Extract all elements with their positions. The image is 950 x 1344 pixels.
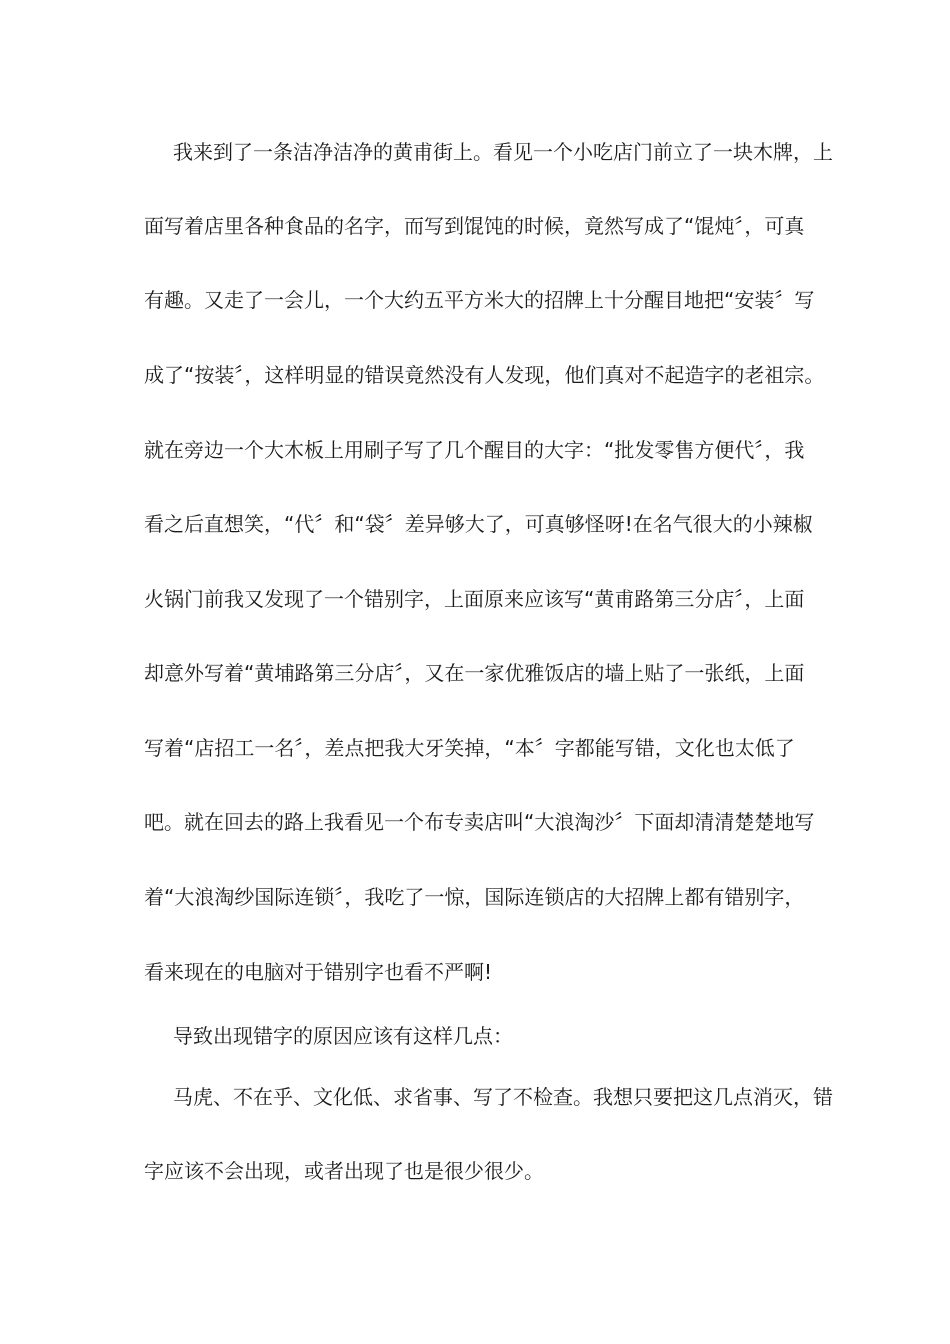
paragraph-1-line-1: 我来到了一条洁净洁净的黄甫街上。看见一个小吃店门前立了一块木牌，上 [173, 140, 833, 164]
paragraph-1-line-4: 成了“按装〞，这样明显的错误竟然没有人发现，他们真对不起造字的老祖宗。 [144, 363, 825, 387]
paragraph-1-line-6: 看之后直想笑，“代〞和“袋〞差异够大了，可真够怪呀!在名气很大的小辣椒 [144, 512, 813, 536]
paragraph-1-line-5: 就在旁边一个大木板上用刷子写了几个醒目的大字：“批发零售方便代〞，我 [144, 438, 805, 462]
paragraph-1-line-7: 火锅门前我又发现了一个错别字，上面原来应该写“黄甫路第三分店〞，上面 [144, 587, 805, 611]
paragraph-1-line-8: 却意外写着“黄埔路第三分店〞，又在一家优雅饭店的墙上贴了一张纸，上面 [144, 661, 805, 685]
paragraph-1-line-12: 看来现在的电脑对于错别字也看不严啊! [144, 960, 493, 984]
paragraph-1-line-2: 面写着店里各种食品的名字，而写到馄饨的时候，竟然写成了“馄炖〞，可真 [144, 214, 805, 238]
paragraph-1-line-9: 写着“店招工一名〞，差点把我大牙笑掉，“本〞字都能写错，文化也太低了 [144, 736, 795, 760]
paragraph-2-line-1: 导致出现错字的原因应该有这样几点： [173, 1024, 513, 1048]
paragraph-3-line-2: 字应该不会出现，或者出现了也是很少很少。 [144, 1159, 544, 1183]
paragraph-1-line-3: 有趣。又走了一会儿，一个大约五平方米大的招牌上十分醒目地把“安装〞写 [144, 288, 815, 312]
paragraph-1-line-11: 着“大浪淘纱国际连锁〞，我吃了一惊，国际连锁店的大招牌上都有错别字， [144, 885, 805, 909]
paragraph-3-line-1: 马虎、不在乎、文化低、求省事、写了不检查。我想只要把这几点消灭，错 [173, 1085, 833, 1109]
paragraph-1-line-10: 吧。就在回去的路上我看见一个布专卖店叫“大浪淘沙〞下面却清清楚楚地写 [144, 810, 815, 834]
